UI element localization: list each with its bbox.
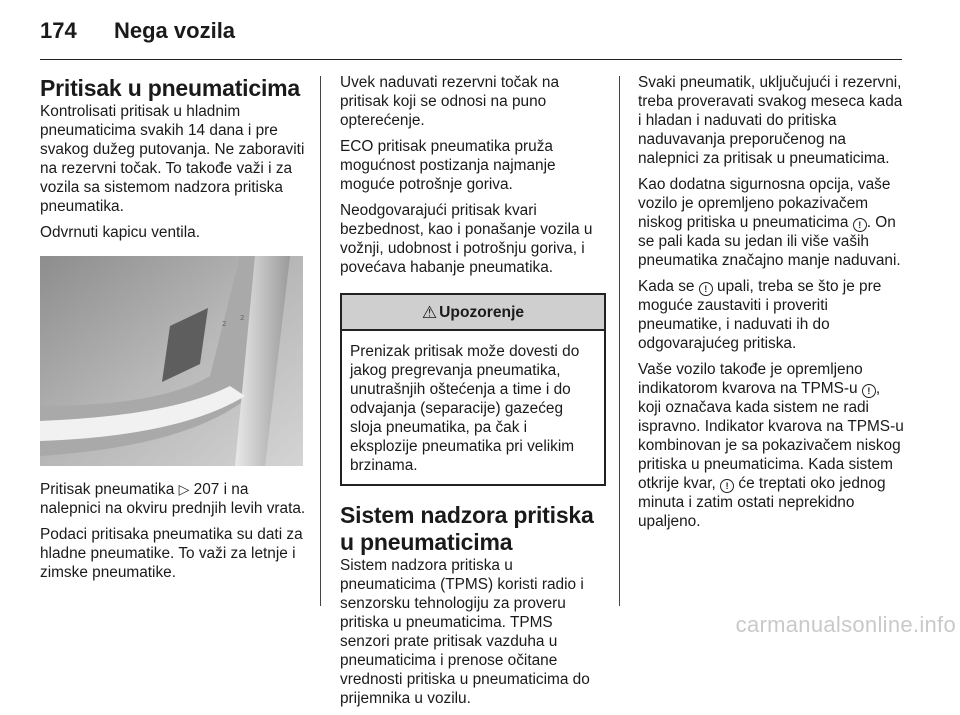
paragraph: Odvrnuti kapicu ventila. bbox=[40, 224, 200, 241]
warning-text: Prenizak pritisak može dovesti do jakog pregrevanja pneumatika, unutrašnjih oštećenja a time i do odvajanja (separacije) gazećeg sloja pneumatika, pa čak i eksplozije pneumatika pri velikim brzinama. bbox=[350, 343, 580, 474]
tpms-warning-lamp-icon: ! bbox=[853, 218, 867, 232]
paragraph: ECO pritisak pneumatika pruža mogućnost postizanja najmanje moguće potrošnje goriva. bbox=[340, 138, 556, 193]
column-1 bbox=[40, 66, 308, 589]
door-frame-illustration bbox=[40, 256, 303, 466]
tpms-warning-lamp-icon: ! bbox=[699, 282, 713, 296]
paragraph: Svaki pneumatik, uključujući i rezervni, treba proveravati svakog meseca kada i hladan i naduvati do pritiska naduvavanja preporučenog na nalepnici za pritisak u pneumaticima. bbox=[638, 74, 903, 167]
column-divider bbox=[619, 76, 620, 606]
page-reference[interactable]: 207 bbox=[193, 481, 220, 498]
paragraph-indicator: Kao dodatna sigurnosna opcija, vaše vozilo je opremljeno pokazivačem niskog pritiska u pneumaticima ! . On se pali kada su jedan ili više vaših pneumatika značajno manje naduvani. bbox=[638, 176, 901, 269]
column-3 bbox=[638, 73, 906, 538]
warning-title: Upozorenje bbox=[439, 303, 525, 321]
warning-header bbox=[342, 295, 604, 331]
column-2 bbox=[340, 73, 605, 715]
watermark: carmanualsonline.info bbox=[735, 612, 956, 637]
paragraph-malfunction: Vaše vozilo takođe je opremljeno indikatorom kvarova na TPMS-u ! , koji označava kada sistem ne radi ispravno. Indikator kvarova na TPMS-u kombinovan je sa pokazivačem niskog pritiska u pneumaticima. Kada sistem otkrije kvar, ! će treptati oko jednog minuta i zatim ostati neprekidno upaljeno. bbox=[638, 361, 904, 530]
paragraph: Kontrolisati pritisak u hladnim pneumaticima svakih 14 dana i pre svakog dužeg putovanja. Ne zaboraviti na rezervni točak. To takođe važi i za vozila sa sistemom nadzora pritiska pneumatika. bbox=[40, 103, 305, 215]
warning-box bbox=[340, 293, 606, 486]
tire-valve-photo bbox=[40, 256, 303, 466]
page-reference-arrow-icon: ▷ bbox=[178, 481, 190, 497]
svg-text:2: 2 bbox=[240, 314, 245, 322]
page-header bbox=[40, 14, 902, 54]
tpms-warning-lamp-icon: ! bbox=[862, 384, 876, 398]
column-divider bbox=[320, 76, 321, 606]
section-heading-tire-pressure: Pritisak u pneumaticima bbox=[40, 75, 300, 101]
paragraph: Podaci pritisaka pneumatika su dati za hladne pneumatike. To važi za letnje i zimske pneumatike. bbox=[40, 526, 303, 581]
warning-triangle-icon: ⚠ bbox=[421, 302, 438, 322]
paragraph: Uvek naduvati rezervni točak na pritisak koji se odnosi na puno opterećenje. bbox=[340, 74, 560, 129]
paragraph: Neodgovarajući pritisak kvari bezbednost, kao i ponašanje vozila u vožnji, udobnost i potrošnju goriva, i povećava habanje pneumatika. bbox=[340, 202, 593, 276]
paragraph-indicator-on: Kada se ! upali, treba se što je pre moguće zaustaviti i proveriti pneumatike, i naduvati ih do odgovarajućeg pritiska. bbox=[638, 278, 882, 352]
paragraph-tire-pressure-ref: Pritisak pneumatika ▷ 207 i na nalepnici na okviru prednjih levih vrata. bbox=[40, 481, 306, 517]
section-heading-tpms: Sistem nadzora pritiska u pneumaticima bbox=[340, 502, 594, 555]
chapter-title: Nega vozila bbox=[114, 18, 236, 43]
tpms-warning-lamp-icon: ! bbox=[720, 479, 734, 493]
header-rule bbox=[40, 59, 902, 60]
page-number: 174 bbox=[40, 18, 77, 43]
paragraph: Sistem nadzora pritiska u pneumaticima (TPMS) koristi radio i senzorsku tehnologiju za proveru pritiska u pneumaticima. TPMS senzori prate pritisak vazduha u pneumaticima i prenose očitane vrednosti pritiska u pneumaticima do prijemnika u vozilu. bbox=[340, 557, 590, 707]
svg-text:2: 2 bbox=[222, 320, 227, 328]
